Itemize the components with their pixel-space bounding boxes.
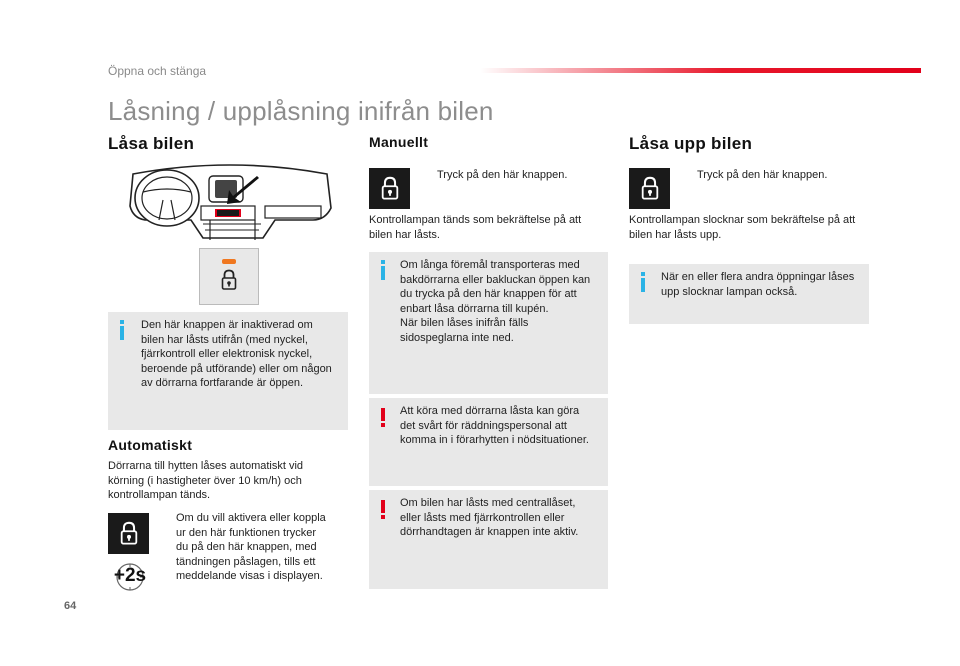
- page-title: Låsning / upplåsning inifrån bilen: [108, 96, 494, 126]
- warning-box-rescue: [369, 398, 608, 486]
- dashboard-illustration: [125, 160, 335, 250]
- lock-icon: [641, 176, 659, 201]
- lock-button-icon: [369, 168, 410, 209]
- lock-icon: [221, 269, 237, 291]
- automatic-text: Dörrarna till hytten låses automatiskt vid körning (i hastigheter över 10 km/h) och kontrollampan tänds.: [108, 460, 304, 501]
- unlock-bullet-text: Tryck på den här knappen.: [697, 169, 828, 181]
- info-icon: [380, 260, 386, 280]
- info-icon: [119, 320, 125, 340]
- lock-icon: [120, 521, 138, 546]
- lock-icon: [381, 176, 399, 201]
- info-icon: [640, 272, 646, 292]
- warning-icon: [380, 408, 386, 427]
- manual-text: Kontrollampan tänds som bekräftelse på att bilen har låsts.: [369, 214, 582, 241]
- automatic-bullet-text: Om du vill aktivera eller koppla ur den här funktionen trycker du på den här knappen, med tändningen påslagen, tills ett meddelande visas i displayen.: [176, 512, 326, 582]
- warning-text: Att köra med dörrarna låsta kan göra det svårt för räddningspersonal att komma in i förarhytten i nödsituationer.: [400, 405, 589, 446]
- manual-bullet-text: Tryck på den här knappen.: [437, 169, 568, 181]
- indicator-lamp: [222, 259, 236, 264]
- unlock-heading: Låsa upp bilen: [629, 134, 753, 153]
- automatic-heading: Automatiskt: [108, 437, 193, 453]
- unlock-text: Kontrollampan slocknar som bekräftelse på att bilen har låsts upp.: [629, 214, 856, 241]
- info-box-inactive: [108, 312, 348, 430]
- timer-icon: [110, 562, 150, 592]
- section-title: Öppna och stänga: [108, 64, 207, 78]
- manual-heading: Manuellt: [369, 134, 429, 150]
- info-text: När en eller flera andra öppningar låses upp slocknar lampan också.: [661, 271, 855, 298]
- page-number: 64: [64, 600, 77, 612]
- warning-box-central-lock: [369, 490, 608, 589]
- lock-button-icon: [108, 513, 149, 554]
- lock-button-icon: [629, 168, 670, 209]
- info-box-unlock: [629, 264, 869, 324]
- warning-icon: [380, 500, 386, 519]
- timer-label: +2s: [113, 565, 147, 586]
- header-accent-bar: [480, 68, 921, 73]
- warning-text: Om bilen har låsts med centrallåset, eller låsts med fjärrkontrollen eller dörrhandtagen är knappen inte aktiv.: [400, 497, 579, 538]
- lock-heading: Låsa bilen: [108, 134, 195, 153]
- info-box-long-objects: [369, 252, 608, 394]
- info-text: Om långa föremål transporteras med bakdörrarna eller bakluckan öppen kan du trycka på den här knappen för att enbart låsa dörrarna till kupén. När bilen låses inifrån fälls sidospeglarna inte ned.: [400, 259, 591, 344]
- lock-button-closeup: [199, 248, 259, 305]
- info-text: Den här knappen är inaktiverad om bilen har låsts utifrån (med nyckel, fjärrkontroll eller elektronisk nyckel, beroende på utförande) eller om någon av dörrarna fortfarande är öppen.: [141, 319, 332, 389]
